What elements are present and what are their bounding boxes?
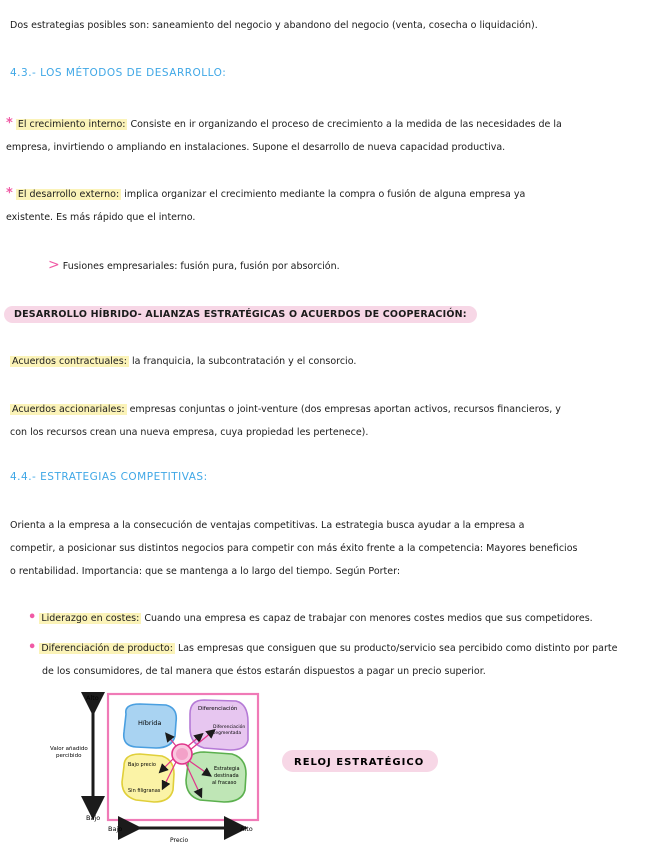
accionariales-line2: con los recursos crean una nueva empresa, cuya propiedad les pertenece).: [10, 427, 369, 438]
diferenciacion-line1: Las empresas que consiguen que su producto/servicio sea percibido como distinto por parte: [177, 643, 618, 654]
diferenciacion-item: [28, 636, 646, 683]
intro-text: Dos estrategias posibles son: saneamiento del negocio y abandono del negocio (venta, cosecha o liquidación).: [10, 20, 538, 31]
liderazgo-term: Liderazgo en costes:: [41, 613, 140, 624]
liderazgo-text: Cuando una empresa es capaz de trabajar con menores costes medios que sus competidores.: [144, 613, 593, 624]
y-bottom-label: Bajo: [86, 814, 101, 822]
interno-line2: empresa, invirtiendo o ampliando en instalaciones. Supone el desarrollo de nueva capacidad productiva.: [6, 142, 506, 153]
diferenciacion-term: Diferenciación de producto:: [41, 643, 173, 654]
y-axis-label-2: percibido: [56, 753, 82, 759]
liderazgo-item: [28, 606, 646, 630]
dot-bullet-icon: •: [28, 640, 37, 655]
x-right-label: Alto: [240, 825, 253, 833]
interno-line1: Consiste en ir organizando el proceso de crecimiento a la medida de las necesidades de la: [130, 119, 562, 130]
hibrido-heading: DESARROLLO HÍBRIDO- ALIANZAS ESTRATÉGICAS O ACUERDOS DE COOPERACIÓN:: [4, 303, 640, 326]
accionariales-paragraph: [10, 398, 646, 444]
contractuales-text: la franquicia, la subcontratación y el consorcio.: [131, 356, 357, 367]
section-heading-4-3: 4.3.- LOS MÉTODOS DE DESARROLLO:: [10, 67, 227, 79]
diferenciacion-label: Diferenciación: [198, 706, 238, 712]
x-left-label: Bajo: [108, 825, 123, 833]
dot-bullet-icon: •: [28, 610, 37, 625]
x-axis-label: Precio: [170, 837, 189, 844]
fusiones-item: [48, 254, 608, 278]
contractuales-term: Acuerdos contractuales:: [12, 356, 127, 367]
clock-center-inner: [176, 748, 188, 760]
sin-filigranas-label: Sin filigranas: [128, 788, 161, 794]
hibrida-label: Híbrida: [138, 719, 162, 727]
strategic-clock-diagram: [0, 678, 656, 848]
externo-line1: implica organizar el crecimiento mediante la compra o fusión de alguna empresa ya: [124, 189, 526, 200]
orienta-line1: Orienta a la empresa a la consecución de ventajas competitivas. La estrategia busca ayudar a la empresa a: [10, 520, 525, 531]
diferenciacion-seg-label-2: segmentada: [213, 731, 242, 736]
section-heading-4-4: 4.4.- ESTRATEGIAS COMPETITIVAS:: [10, 471, 208, 483]
interno-paragraph: [6, 112, 642, 159]
diferenciacion-line2: de los consumidores, de tal manera que éstos estarán dispuestos a pagar un precio superior.: [42, 666, 486, 677]
y-axis-label-1: Valor añadido: [50, 746, 88, 752]
interno-term: El crecimiento interno:: [17, 119, 126, 130]
reloj-label: RELOJ ESTRATÉGICO: [294, 757, 425, 768]
orienta-line3: o rentabilidad. Importancia: que se mantenga a lo largo del tiempo. Según Porter:: [10, 566, 401, 577]
externo-line2: existente. Es más rápido que el interno.: [6, 212, 196, 223]
accionariales-line1: empresas conjuntas o joint-venture (dos empresas aportan activos, recursos financieros, y: [129, 404, 561, 415]
orienta-line2: competir, a posicionar sus distintos negocios para competir con más éxito frente a la competencia: Mayores beneficios: [10, 543, 578, 554]
externo-paragraph: [6, 182, 642, 229]
diferenciacion-seg-label-1: Diferenciación: [213, 725, 246, 730]
bajo-precio-label: Bajo precio: [128, 762, 156, 768]
orienta-paragraph: [10, 514, 646, 583]
asterisk-bullet-icon: *: [6, 186, 13, 201]
fracaso-label-1: Estrategia: [214, 766, 240, 772]
fracaso-label-2: destinada: [214, 773, 239, 779]
externo-term: El desarrollo externo:: [17, 189, 120, 200]
fusiones-text: Fusiones empresariales: fusión pura, fusión por absorción.: [62, 261, 340, 272]
fracaso-label-3: al fracaso: [212, 780, 237, 786]
y-top-label: Alto: [86, 694, 99, 702]
chevron-right-icon: >: [48, 257, 60, 273]
contractuales-paragraph: [10, 350, 646, 373]
asterisk-bullet-icon: *: [6, 116, 13, 131]
accionariales-term: Acuerdos accionariales:: [12, 404, 125, 415]
